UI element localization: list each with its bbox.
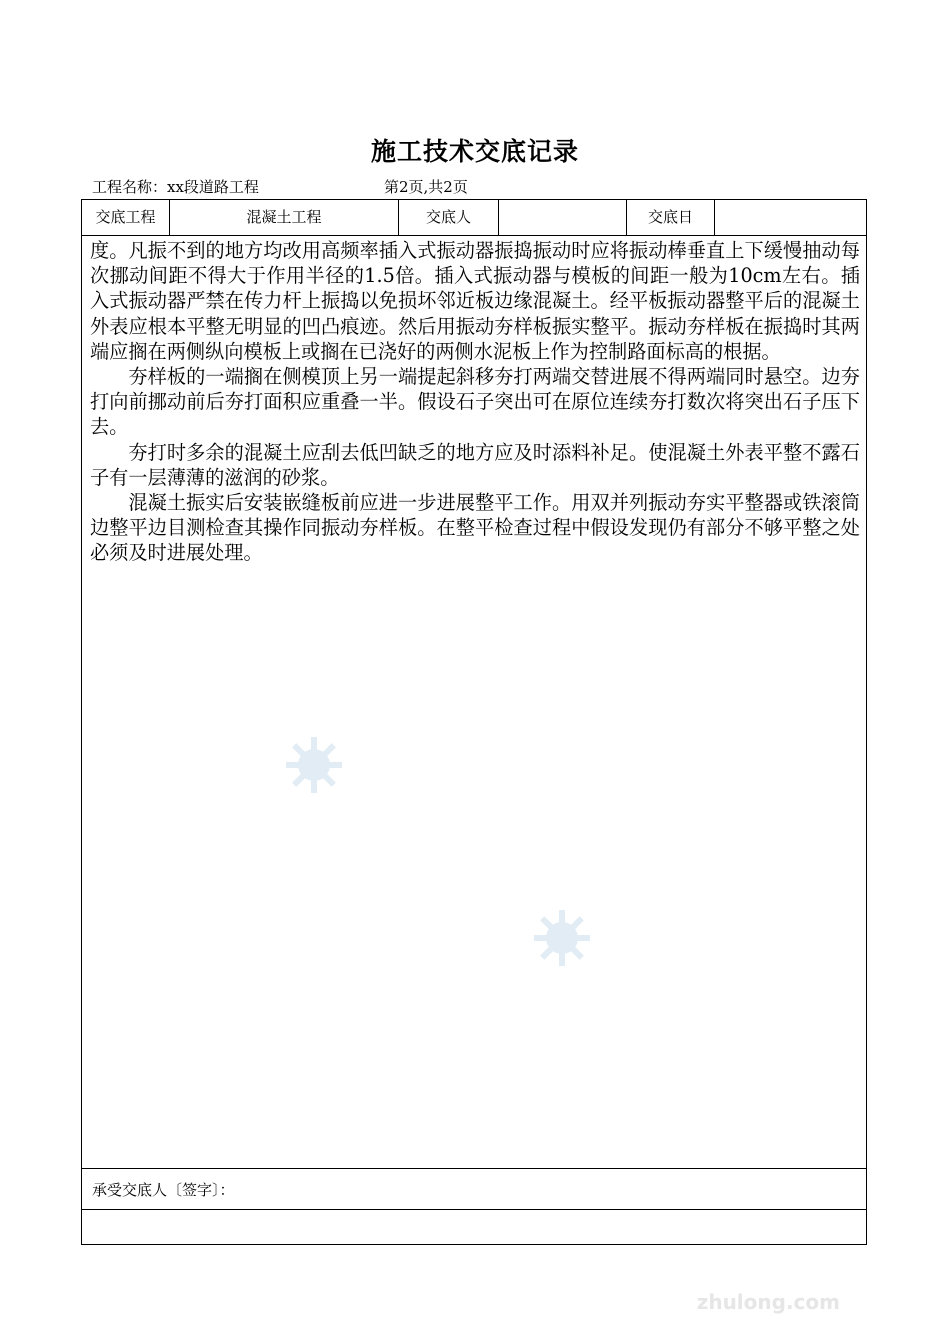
paragraph-2: 夯样板的一端搁在侧模顶上另一端提起斜移夯打两端交替进展不得两端同时悬空。边夯打向前挪动前后夯打面积应重叠一半。假设石子突出可在原位连续夯打数次将突出石子压下去。: [90, 365, 860, 439]
signature-row: [82, 1168, 866, 1210]
label-project: 交底工程: [82, 200, 170, 235]
label-person: 交底人: [399, 200, 499, 235]
paragraph-1: 度。凡振不到的地方均改用高频率插入式振动器振捣振动时应将振动棒垂直上下缓慢抽动每次挪动间距不得大于作用半径的1.5倍。插入式振动器与模板的间距一般为10cm左右。插入式振动器严禁在传力杆上振捣以免损坏邻近板边缘混凝土。经平板振动器整平后的混凝土外表应根本平整无明显的凹凸痕迹。然后用振动夯样板振实整平。振动夯样板在振捣时其两端应搁在两侧纵向模板上或搁在已浇好的两侧水泥板上作为控制路面标高的根据。: [90, 239, 860, 363]
record-table: [81, 199, 867, 1245]
value-project: 混凝土工程: [170, 200, 399, 235]
document-title: 施工技术交底记录: [370, 137, 579, 166]
header-row: [82, 200, 866, 236]
value-date: [715, 200, 866, 235]
page-indicator: 第2页,共2页: [384, 178, 468, 196]
snowflake-watermark-icon: [284, 735, 344, 795]
signature-label: 承受交底人〔签字〕：: [92, 1181, 235, 1199]
project-name: 工程名称：xx段道路工程: [92, 178, 259, 196]
paragraph-4: 混凝土振实后安装嵌缝板前应进一步进展整平工作。用双并列振动夯实平整器或铁滚筒边整平边目测检查其操作同振动夯样板。在整平检查过程中假设发现仍有部分不够平整之处必须及时进展处理。: [90, 491, 860, 565]
snowflake-watermark-icon: [532, 908, 592, 968]
value-person: [499, 200, 627, 235]
label-date: 交底日: [627, 200, 715, 235]
footer-watermark: zhulong.com: [696, 1290, 840, 1314]
body-text: [90, 238, 860, 566]
paragraph-3: 夯打时多余的混凝土应刮去低凹缺乏的地方应及时添料补足。使混凝土外表平整不露石子有一层薄薄的滋润的砂浆。: [90, 440, 860, 489]
